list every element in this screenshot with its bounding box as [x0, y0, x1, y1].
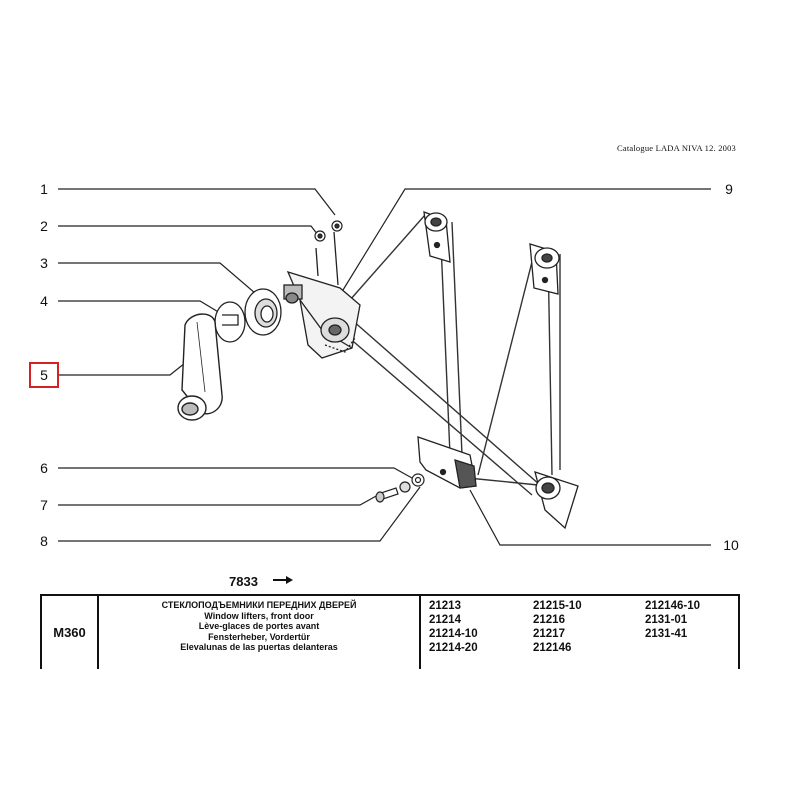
model-code	[645, 641, 735, 655]
model-code: 21216	[533, 614, 565, 626]
description-fr: Lève-glaces de portes avant	[198, 621, 320, 631]
model-code: 21214	[429, 614, 461, 626]
callout-5-selected[interactable]: 5	[34, 367, 54, 383]
callout-6[interactable]: 6	[40, 460, 48, 476]
callout-2[interactable]: 2	[40, 218, 48, 234]
callout-10[interactable]: 10	[723, 537, 739, 553]
model-code: 21213	[429, 600, 461, 612]
model-list	[421, 596, 738, 669]
section-code: M360	[42, 596, 99, 669]
leader-6	[58, 468, 412, 478]
leader-8	[58, 487, 420, 541]
model-code: 21214-20	[429, 642, 478, 654]
callout-4[interactable]: 4	[40, 293, 48, 309]
leader-10	[470, 490, 711, 545]
regulator-mechanism	[284, 232, 360, 358]
production-arrow	[273, 576, 293, 584]
model-code: 2131-01	[645, 614, 688, 626]
nuts	[315, 221, 342, 241]
leader-2	[58, 226, 318, 235]
callout-7[interactable]: 7	[40, 497, 48, 513]
callout-8[interactable]: 8	[40, 533, 48, 549]
description-es: Elevalunas de las puertas delanteras	[180, 642, 338, 652]
leader-1	[58, 189, 335, 215]
model-code: 21215-10	[533, 600, 582, 612]
glass-clamp	[418, 437, 476, 488]
upper-pulley-right	[530, 244, 559, 294]
leader-5	[58, 355, 195, 375]
description-de: Fensterheber, Vordertür	[208, 631, 310, 642]
model-code: 212146	[533, 642, 572, 654]
washer-3	[245, 289, 281, 335]
parts-table	[40, 594, 740, 669]
leader-3	[58, 263, 255, 293]
leader-7	[58, 495, 378, 505]
production-number: 7833	[229, 574, 258, 590]
spacer-ring-4	[215, 302, 245, 342]
upper-pulley-left	[424, 212, 450, 262]
section-description	[99, 596, 421, 669]
callout-3[interactable]: 3	[40, 255, 48, 271]
lower-pulley-right	[535, 472, 578, 528]
model-code: 21214-10	[429, 628, 478, 640]
crank-handle-5	[178, 314, 222, 420]
leader-9	[343, 189, 711, 290]
callout-9[interactable]: 9	[725, 181, 733, 197]
small-hardware	[376, 474, 424, 502]
production-change-note	[229, 573, 258, 589]
catalog-label: Catalogue LADA NIVA 12. 2003	[616, 143, 736, 153]
model-code: 212146-10	[645, 600, 700, 612]
model-code: 2131-41	[645, 628, 688, 640]
description-en: Window lifters, front door	[204, 610, 314, 621]
model-code: 21217	[533, 628, 565, 640]
callout-1[interactable]: 1	[40, 181, 48, 197]
description-ru: СТЕКЛОПОДЪЕМНИКИ ПЕРЕДНИХ ДВЕРЕЙ	[161, 600, 357, 610]
